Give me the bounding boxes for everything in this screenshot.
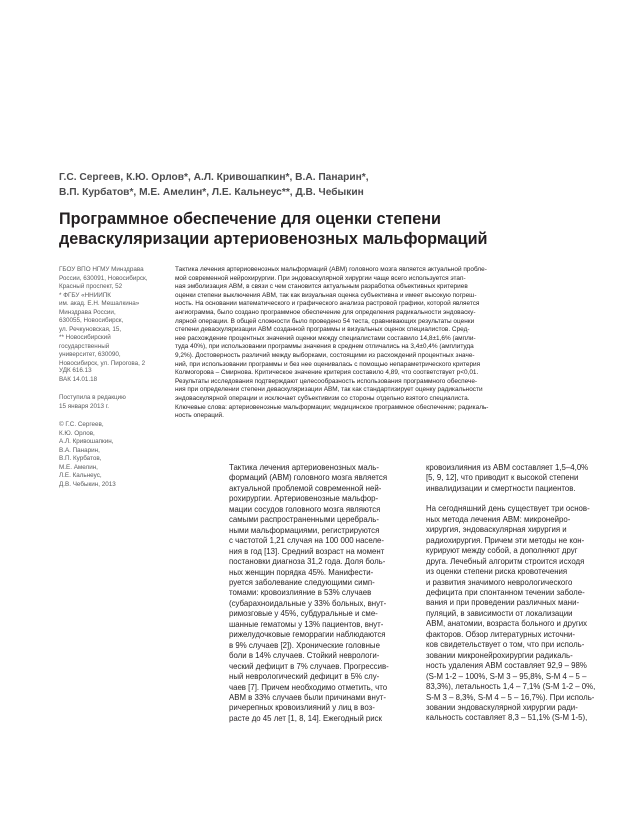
body-line: (субарахноидальные у 33% больных, внут- xyxy=(229,598,387,608)
abstract-line: туда 40%), при использовании программы значения в среднем отличались на 3,4±0,4% (амплитуда xyxy=(175,343,474,351)
affiliation-line: Минздрава России, xyxy=(59,308,116,316)
body-line: ческий дефицит в 7% случаев. Прогрессив- xyxy=(229,661,389,671)
body-line: вания и при проведении различных мани- xyxy=(426,598,580,608)
abstract-line: лярной операции. В общей сложности было проведено 54 теста, сравнивающих результаты оценки xyxy=(175,317,475,325)
keywords-line: ность операций. xyxy=(175,412,224,420)
body-line: АВМ в 33% случаев были причинами внут- xyxy=(229,692,386,702)
copyright-line: В.А. Панарин, xyxy=(59,446,100,454)
affiliation-line: государственный xyxy=(59,342,110,350)
abstract-line: ангиограмма, было создано программное обеспечение для определения радикальности эндоваску- xyxy=(175,308,476,316)
body-line: зовании эндоваскулярной хирургии ради- xyxy=(426,702,578,712)
body-line: в 9% случаев [2]). Хронические головные xyxy=(229,640,380,650)
abstract-line: Колмогорова – Смирнова. Критическое значение критерия составило 4,89, что соответствует p<0,01. xyxy=(175,369,479,377)
body-line: ков свидетельствует о том, что при исполь- xyxy=(426,640,585,650)
body-line: формаций (АВМ) головного мозга является xyxy=(229,473,388,483)
body-line: из оценки степени риска кровотечения xyxy=(426,567,568,577)
body-line: пуляций, в зависимости от локализации xyxy=(426,608,573,618)
abstract-line: ний, при использовании программы и без нее оценивалась с помощью непараметрического критерия xyxy=(175,360,481,368)
authors-line-1: Г.С. Сергеев, К.Ю. Орлов*, А.Л. Кривошапкин*, В.А. Панарин*, xyxy=(59,172,369,183)
abstract-line: оценки степени выключения АВМ, так как визуальная оценка субъективна и имеет высокую погреш- xyxy=(175,291,477,299)
body-line: S-M 3 – 8,3%, S-M 4 – 5 – 16,7%). При исполь- xyxy=(426,692,595,702)
body-line: Тактика лечения артериовенозных маль- xyxy=(229,463,379,472)
body-line: курируют между собой, а дополняют друг xyxy=(426,546,578,556)
body-line: мации сосудов головного мозга являются xyxy=(229,504,381,514)
body-line: руется заболевание следующими симп- xyxy=(229,577,375,587)
body-line: ных женщин порядка 45%. Манифести- xyxy=(229,567,374,577)
copyright-line: А.Л. Кривошапкин, xyxy=(59,438,114,445)
body-line: инвалидизации и смертности пациентов. xyxy=(426,483,576,493)
body-line: хирургия, эндоваскулярная хирургия и xyxy=(426,525,567,535)
abstract-line: эндоваскулярной операции и исключает субъективизм со стороны отдельно взятого специалиста. xyxy=(175,394,470,402)
affiliation-line: 630055, Новосибирск, xyxy=(59,317,124,324)
abstract-line: Тактика лечения артериовенозных мальформаций (АВМ) головного мозга является актуальной пробле- xyxy=(175,266,487,273)
body-line: На сегодняшний день существует три основ- xyxy=(426,504,590,514)
abstract-line: степени деваскуляризации АВМ созданной программы и визуальных оценок специалистов. Сред- xyxy=(175,326,470,334)
abstract-line: ная эмболизация АВМ, в связи с чем становится актуальным разработка объективных критериев xyxy=(175,283,468,291)
body-line: факторов. Обзор литературных источни- xyxy=(426,629,576,639)
affiliation-line: университет, 630090, xyxy=(59,351,121,358)
abstract-line: нее расхождение процентных значений оценки между специалистами составило 14,8±1,6% (ампли- xyxy=(175,334,476,342)
body-column-left xyxy=(229,463,414,724)
affiliation-line: Красный проспект, 52 xyxy=(59,283,123,290)
body-line: рохирургии. Артериовенозные мальфор- xyxy=(229,494,379,504)
body-line: ния в год [13]. Средний возраст на момент xyxy=(229,546,385,556)
body-line: 83,3%), летальность 1,4 – 7,1% (S-M 1-2 – 0%, xyxy=(426,682,596,692)
author-list xyxy=(59,171,579,200)
body-line: дефицита при спонтанном течении заболе- xyxy=(426,587,585,597)
affiliation-line: ** Новосибирский xyxy=(59,334,111,341)
body-line: (S-M 1-2 – 100%, S-M 3 – 95,8%, S-M 4 – 5 – xyxy=(426,671,587,681)
affiliation-line: им. акад. Е.Н. Мешалкина» xyxy=(59,300,140,307)
body-line: самыми распространенными церебраль- xyxy=(229,515,379,525)
copyright-line: М.Е. Амелин, xyxy=(59,463,98,471)
copyright-line: © Г.С. Сергеев, xyxy=(59,421,104,428)
paragraph-gap xyxy=(426,494,601,504)
abstract-line: ность. На основании математического и графического анализа растровой графики, которой является xyxy=(175,300,480,308)
authors-line-2: В.П. Курбатов*, М.Е. Амелин*, Л.Е. Кальнеус**, Д.В. Чебыкин xyxy=(59,186,364,198)
article-title xyxy=(59,209,599,249)
copyright-line: В.П. Курбатов, xyxy=(59,455,102,462)
affiliations xyxy=(59,266,169,368)
body-line: ных метода лечения АВМ: микронейро- xyxy=(426,514,571,524)
abstract-line: ния при определении степени деваскуляризации АВМ, так как стандартизирует оценку радикальности xyxy=(175,386,483,394)
received-value: 15 января 2013 г. xyxy=(59,402,110,410)
copyright-line: Л.Е. Кальнеус, xyxy=(59,472,102,479)
affiliation-line: ул. Речкуновская, 15, xyxy=(59,325,122,333)
body-line: актуальной проблемой современной ней- xyxy=(229,483,382,493)
body-line: ный неврологический дефицит в 5% слу- xyxy=(229,672,380,682)
affiliation-line: Новосибирск, ул. Пирогова, 2 xyxy=(59,359,146,367)
body-line: ричерепных кровоизлияний у лиц в воз- xyxy=(229,703,375,713)
copyright-line: К.Ю. Орлов, xyxy=(59,429,95,437)
body-line: АВМ, анатомии, возраста больного и других xyxy=(426,619,588,629)
received-label: Поступила в редакцию xyxy=(59,394,126,401)
body-line: томами: кровоизлияние в 53% случаев xyxy=(229,588,372,598)
body-line: постановки диагноза 31,2 года. Доля боль- xyxy=(229,557,386,567)
copyright-block xyxy=(59,421,169,489)
affiliation-line: России, 630091, Новосибирск, xyxy=(59,274,148,282)
body-line: с частотой 1,21 случая на 100 000 населе- xyxy=(229,536,385,546)
abstract-line: Результаты исследования подтверждают целесообразность использования программного обеспече- xyxy=(175,377,478,385)
affiliation-line: ГБОУ ВПО НГМУ Минздрава xyxy=(59,266,144,273)
udk-code: УДК 616.13 xyxy=(59,367,92,374)
body-line: друга. Лечебный алгоритм строится исходя xyxy=(426,556,585,566)
body-line: расте до 45 лет [1, 8, 14]. Ежегодный риск xyxy=(229,713,382,723)
abstract-line: мой современной нейрохирургии. При эндоваскулярной хирургии чаще всего используется этап- xyxy=(175,274,466,282)
body-column-right xyxy=(426,463,601,724)
abstract xyxy=(175,266,595,421)
body-line: зовании микронейрохирургии радикаль- xyxy=(426,650,573,660)
body-line: шанные гематомы у 13% пациентов, внут- xyxy=(229,619,384,629)
keywords-line: Ключевые слова: артериовенозные мальформации; медицинское программное обеспечение; радикаль- xyxy=(175,403,489,411)
title-line-1: Программное обеспечение для оценки степени xyxy=(59,210,441,228)
copyright-line: Д.В. Чебыкин, 2013 xyxy=(59,480,116,488)
body-line: ными мальформациями, регистрируются xyxy=(229,525,380,535)
title-line-2: деваскуляризации артериовенозных мальформаций xyxy=(59,230,488,248)
body-line: и развития значимого неврологического xyxy=(426,577,573,587)
body-line: ность удаления АВМ составляет 92,9 – 98% xyxy=(426,661,587,671)
affiliation-line: * ФГБУ «ННИИПК xyxy=(59,291,111,299)
body-line: кальность составляет 8,3 – 51,1% (S-M 1-5), xyxy=(426,713,588,723)
body-line: римозговые у 45%, субдуральные и сме- xyxy=(229,609,378,619)
body-line: боли в 14% случаев. Стойкий неврологи- xyxy=(229,651,380,661)
body-line: кровоизлияния из АВМ составляет 1,5–4,0% xyxy=(426,463,589,472)
body-line: радиохирургия. Причем эти методы не кон- xyxy=(426,535,585,545)
received-date xyxy=(59,394,169,411)
body-line: чаев [7]. Причем необходимо отметить, что xyxy=(229,682,388,692)
abstract-line: 9,2%). Достоверность различий между выборками, состоящими из расхождений процентных значе- xyxy=(175,351,475,359)
body-line: [5, 9, 12], что приводит к высокой степени xyxy=(426,473,579,483)
body-line: рижелудочковые геморрагии наблюдаются xyxy=(229,630,386,640)
classification-codes xyxy=(59,367,169,384)
vak-code: ВАК 14.01.18 xyxy=(59,375,98,383)
